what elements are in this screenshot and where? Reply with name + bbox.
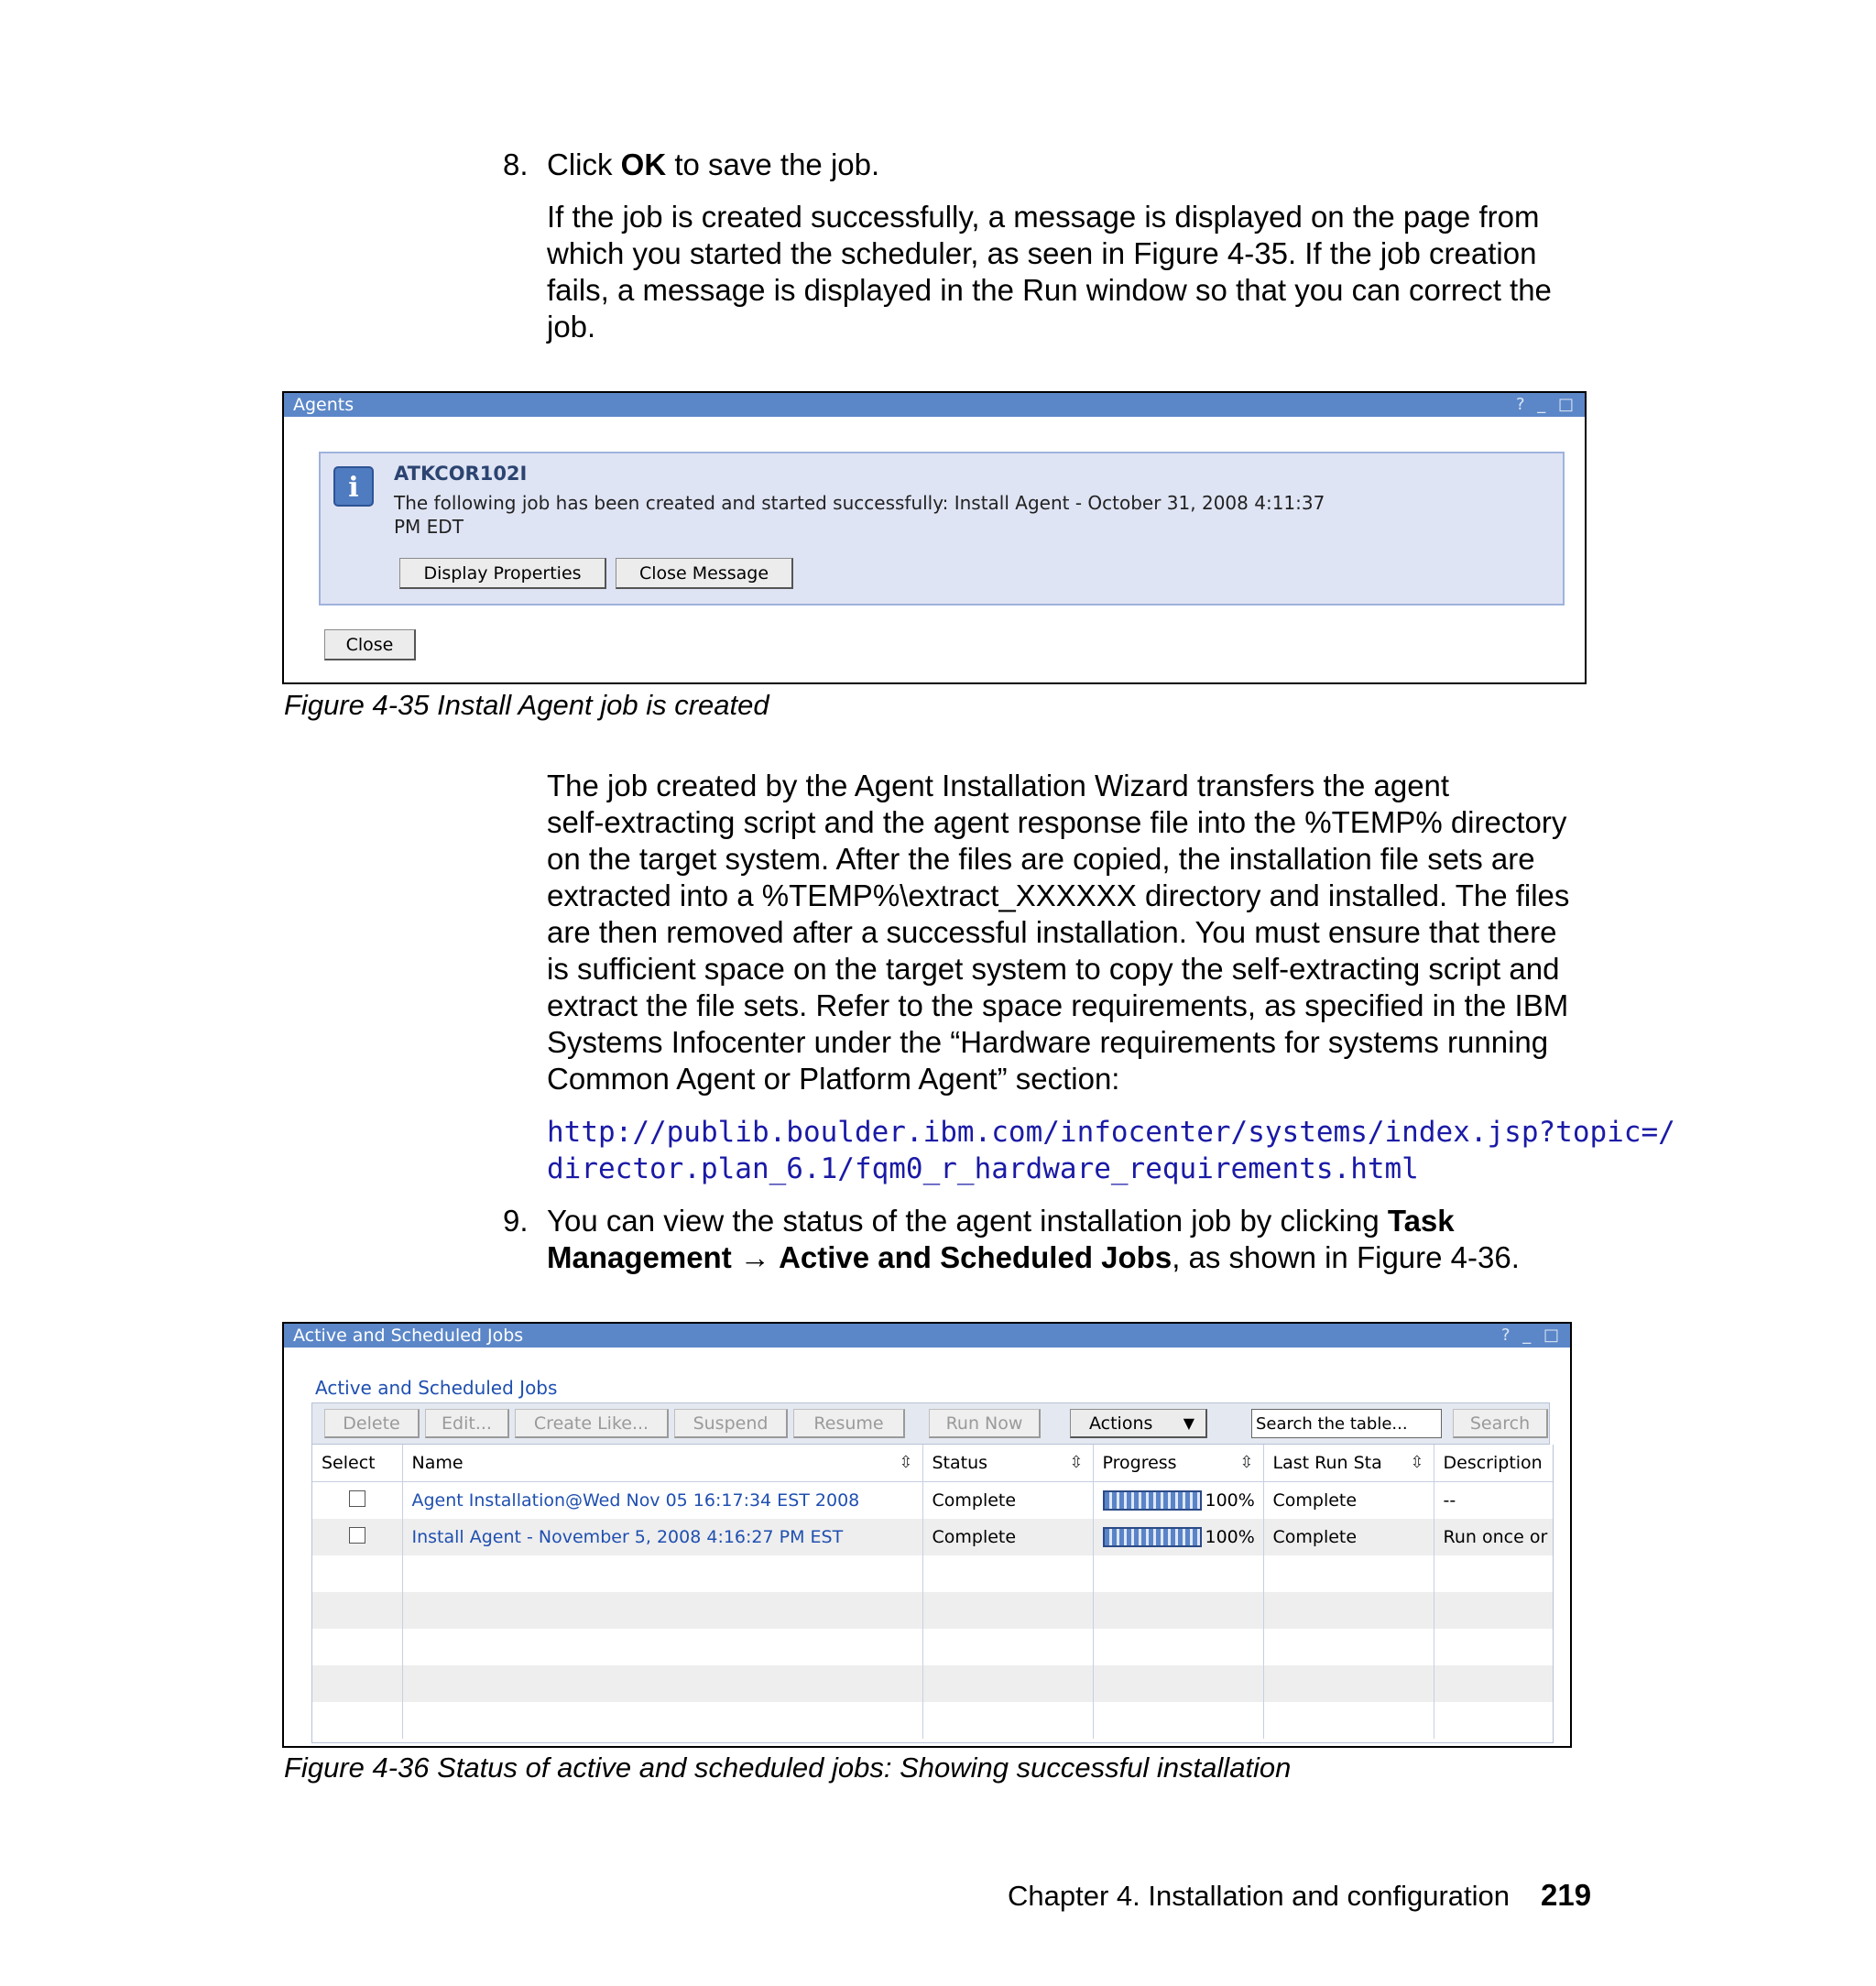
footer-chapter: Chapter 4. Installation and configuration [1008,1880,1511,1912]
run-now-button[interactable]: Run Now [929,1409,1041,1438]
figure-4-36-caption: Figure 4-36 Status of active and scheduled jobs: Showing successful installation [284,1751,1292,1784]
column-header-last-run-status[interactable]: Last Run Sta ⇳ [1263,1445,1434,1482]
job-description: Run once or [1434,1519,1554,1555]
row-select-checkbox[interactable] [349,1527,365,1544]
jobs-titlebar [284,1324,1570,1348]
jobs-window-title: Active and Scheduled Jobs [293,1326,524,1346]
close-button[interactable]: Close [324,629,416,660]
empty-row [312,1629,1554,1665]
empty-row [312,1555,1554,1592]
step-9-number: 9. [503,1204,529,1238]
sort-icon[interactable]: ⇳ [1239,1453,1254,1472]
column-header-name[interactable]: Name ⇳ [402,1445,922,1482]
link-line[interactable]: http://publib.boulder.ibm.com/infocenter/systems/index.jsp?topic=/ [547,1116,1675,1149]
create-like-button[interactable]: Create Like... [515,1409,669,1438]
sort-icon[interactable]: ⇳ [1069,1453,1084,1472]
message-id: ATKCOR102I [394,463,528,485]
edit-button[interactable]: Edit... [425,1409,509,1438]
step-8-text: Click OK to save the job. [547,147,880,181]
page-number: 219 [1541,1878,1592,1912]
sort-icon[interactable]: ⇳ [1410,1453,1424,1472]
link-line[interactable]: director.plan_6.1/fqm0_r_hardware_requirements.html [547,1152,1419,1185]
job-status: Complete [922,1519,1093,1555]
paragraph-line: is sufficient space on the target system to copy the self-extracting script and [547,952,1560,986]
jobs-panel [282,1322,1572,1748]
paragraph-line: If the job is created successfully, a message is displayed on the page from [547,200,1540,234]
jobs-table-frame [311,1445,1554,1743]
search-button[interactable]: Search [1453,1409,1548,1438]
paragraph-line: Common Agent or Platform Agent” section: [547,1062,1120,1096]
info-icon: i [333,466,374,507]
jobs-heading: Active and Scheduled Jobs [315,1377,558,1399]
paragraph-line: The job created by the Agent Installation Wizard transfers the agent [547,769,1450,802]
column-header-progress[interactable]: Progress ⇳ [1093,1445,1263,1482]
window-controls-icon[interactable]: ? _ □ [1515,395,1577,414]
job-progress: 100% [1093,1519,1263,1555]
paragraph-line: self-extracting script and the agent response file into the %TEMP% directory [547,805,1567,839]
job-description: -- [1434,1482,1554,1520]
delete-button[interactable]: Delete [324,1409,420,1438]
empty-row [312,1592,1554,1629]
paragraph-line: extracted into a %TEMP%\extract_XXXXXX directory and installed. The files [547,878,1570,912]
step-9-text: You can view the status of the agent installation job by clicking Task Management → Active and Scheduled Jobs, as shown in Figure 4-36. [547,1204,1520,1274]
paragraph-line: which you started the scheduler, as seen in Figure 4-35. If the job creation [547,236,1537,270]
paragraph-line: job. [547,310,596,344]
dropdown-arrow-icon: ▼ [1183,1414,1194,1432]
actions-dropdown[interactable] [1070,1409,1207,1438]
job-progress: 100% [1093,1482,1263,1520]
agents-panel [282,391,1587,684]
column-header-select: Select [312,1445,402,1482]
table-row [312,1482,1554,1520]
progress-bar [1103,1527,1202,1547]
step-8-number: 8. [503,147,529,181]
job-name-link[interactable]: Install Agent - November 5, 2008 4:16:27 PM EST [411,1527,844,1547]
resume-button[interactable]: Resume [793,1409,905,1438]
jobs-table [312,1445,1554,1739]
job-last-run-status: Complete [1263,1482,1434,1520]
step-8-paragraph [547,199,1683,345]
column-header-status[interactable]: Status ⇳ [922,1445,1093,1482]
window-controls-icon[interactable]: ? _ □ [1500,1326,1563,1345]
middle-paragraph [547,768,1692,1097]
paragraph-line: Systems Infocenter under the “Hardware requirements for systems running [547,1025,1549,1059]
agents-titlebar [284,393,1585,417]
table-search-input[interactable] [1251,1409,1442,1438]
column-header-description: Description [1434,1445,1554,1482]
job-last-run-status: Complete [1263,1519,1434,1555]
job-name-link[interactable]: Agent Installation@Wed Nov 05 16:17:34 EST 2008 [411,1490,860,1511]
actions-label: Actions [1089,1413,1153,1434]
paragraph-line: are then removed after a successful installation. You must ensure that there [547,915,1557,949]
paragraph-line: on the target system. After the files are copied, the installation file sets are [547,842,1535,876]
info-message-box [319,452,1565,606]
suspend-button[interactable]: Suspend [674,1409,788,1438]
empty-row [312,1702,1554,1739]
job-status: Complete [922,1482,1093,1520]
paragraph-line: fails, a message is displayed in the Run window so that you can correct the [547,273,1552,307]
close-message-button[interactable]: Close Message [616,558,793,589]
display-properties-button[interactable]: Display Properties [399,558,606,589]
agents-title: Agents [293,395,354,415]
table-row [312,1519,1554,1555]
infocenter-link[interactable] [547,1114,1675,1187]
row-select-checkbox[interactable] [349,1490,365,1507]
message-text-line2: PM EDT [394,516,464,538]
paragraph-line: extract the file sets. Refer to the space requirements, as specified in the IBM [547,988,1569,1022]
progress-bar [1103,1490,1202,1511]
figure-4-35-caption: Figure 4-35 Install Agent job is created [284,689,769,721]
table-header-row [312,1445,1554,1482]
sort-icon[interactable]: ⇳ [899,1453,913,1472]
message-text-line1: The following job has been created and started successfully: Install Agent - October 31, 2008 4:11:37 [394,492,1325,514]
empty-row [312,1665,1554,1702]
